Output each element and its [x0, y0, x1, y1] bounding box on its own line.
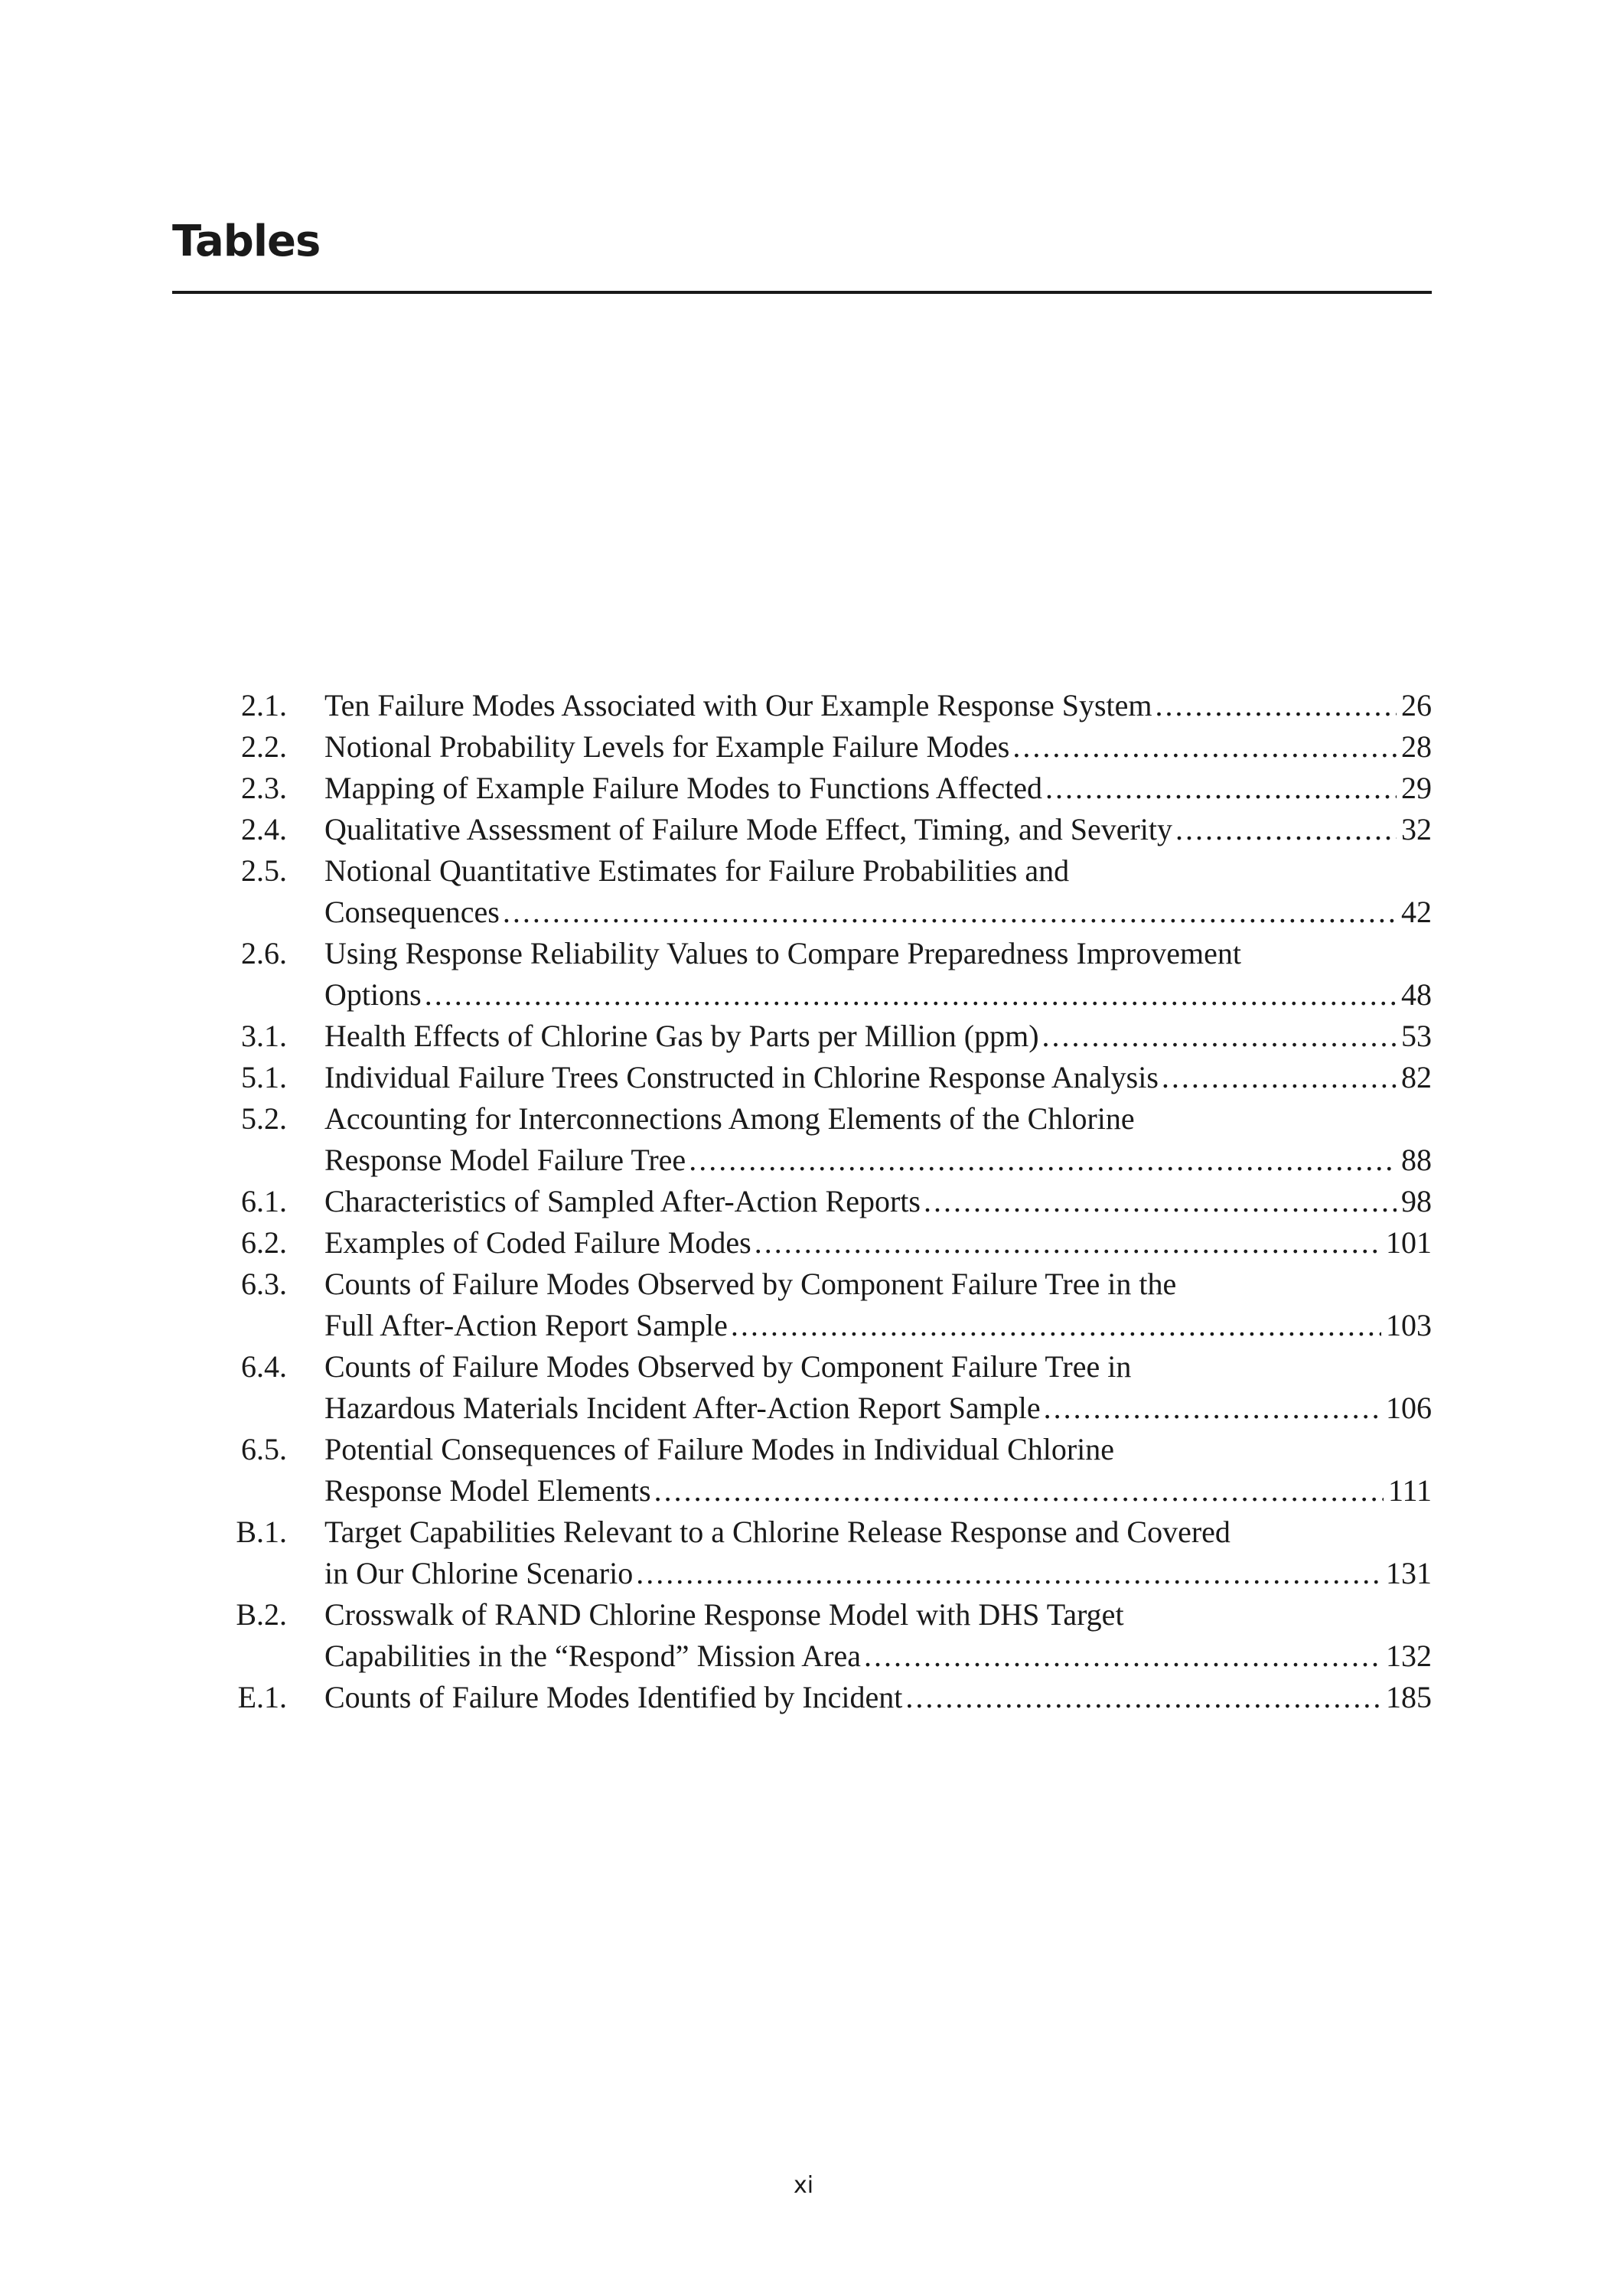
toc-last-line — [324, 1222, 1432, 1264]
page-reference: 26 — [1401, 688, 1432, 722]
toc-last-line — [324, 1636, 1432, 1677]
table-title-line: Health Effects of Chlorine Gas by Parts per Million (ppm) — [324, 1019, 1039, 1053]
toc-entry[interactable] — [172, 809, 1432, 850]
table-title-line: Mapping of Example Failure Modes to Functions Affected — [324, 771, 1042, 805]
table-title-line: Consequences — [324, 895, 500, 929]
table-title-line: in Our Chlorine Scenario — [324, 1556, 634, 1590]
toc-last-line — [324, 726, 1432, 768]
dot-leader — [1175, 809, 1397, 850]
table-title-line: Counts of Failure Modes Observed by Component Failure Tree in — [324, 1349, 1132, 1384]
toc-entry[interactable] — [172, 1222, 1432, 1264]
table-number: 5.2. — [241, 1101, 287, 1136]
table-number: 2.2. — [241, 729, 287, 764]
table-number: 6.4. — [241, 1349, 287, 1384]
dot-leader — [731, 1305, 1381, 1346]
page-reference: 88 — [1401, 1143, 1432, 1177]
dot-leader — [425, 974, 1397, 1016]
page-reference: 103 — [1386, 1308, 1432, 1342]
table-title-line: Full After-Action Report Sample — [324, 1308, 728, 1342]
table-title-line: Notional Quantitative Estimates for Failure Probabilities and — [324, 853, 1070, 888]
table-number: 2.3. — [241, 771, 287, 805]
table-number: B.2. — [236, 1597, 287, 1632]
dot-leader — [864, 1636, 1381, 1677]
toc-last-line — [324, 892, 1432, 933]
dot-leader — [755, 1222, 1381, 1264]
dot-leader — [654, 1470, 1384, 1512]
toc-entry[interactable] — [172, 933, 1432, 1016]
dot-leader — [924, 1181, 1397, 1222]
table-title-line: Capabilities in the “Respond” Mission Area — [324, 1639, 861, 1673]
toc-last-line — [324, 1677, 1432, 1718]
dot-leader — [1012, 726, 1397, 768]
table-number: 6.5. — [241, 1432, 287, 1466]
page-reference: 48 — [1401, 977, 1432, 1012]
page-reference: 82 — [1401, 1060, 1432, 1094]
table-title-line: Potential Consequences of Failure Modes in Individual Chlorine — [324, 1432, 1115, 1466]
toc-entry[interactable] — [172, 1098, 1432, 1181]
table-title-line: Target Capabilities Relevant to a Chlorine Release Response and Covered — [324, 1515, 1231, 1549]
table-title-line: Examples of Coded Failure Modes — [324, 1225, 751, 1260]
table-title-line: Hazardous Materials Incident After-Action Report Sample — [324, 1391, 1041, 1425]
table-title-line: Options — [324, 977, 422, 1012]
dot-leader — [1045, 768, 1397, 809]
toc-entry[interactable] — [172, 1512, 1432, 1594]
page-reference: 111 — [1387, 1473, 1432, 1508]
toc-last-line — [324, 768, 1432, 809]
table-number: 3.1. — [241, 1019, 287, 1053]
toc-entry[interactable] — [172, 685, 1432, 726]
dot-leader — [636, 1553, 1381, 1594]
page-reference: 106 — [1386, 1391, 1432, 1425]
table-number: 2.5. — [241, 853, 287, 888]
toc-last-line — [324, 1057, 1432, 1098]
dot-leader — [1155, 685, 1397, 726]
toc-entry[interactable] — [172, 1429, 1432, 1512]
table-title-line: Response Model Failure Tree — [324, 1143, 686, 1177]
toc-entry[interactable] — [172, 726, 1432, 768]
toc-entry[interactable] — [172, 1346, 1432, 1429]
table-title-line: Ten Failure Modes Associated with Our Example Response System — [324, 688, 1152, 722]
table-title-line: Crosswalk of RAND Chlorine Response Model with DHS Target — [324, 1597, 1124, 1632]
table-title-line: Response Model Elements — [324, 1473, 651, 1508]
toc-entry[interactable] — [172, 1594, 1432, 1677]
title-rule — [172, 291, 1432, 294]
dot-leader — [905, 1677, 1381, 1718]
page-reference: 29 — [1401, 771, 1432, 805]
toc-last-line — [324, 974, 1432, 1016]
toc-entry[interactable] — [172, 1677, 1432, 1718]
table-title-line: Notional Probability Levels for Example Failure Modes — [324, 729, 1010, 764]
table-number: 6.1. — [241, 1184, 287, 1218]
dot-leader — [1042, 1016, 1397, 1057]
toc-entry[interactable] — [172, 1016, 1432, 1057]
page-title: Tables — [172, 217, 321, 266]
dot-leader — [1162, 1057, 1397, 1098]
toc-last-line — [324, 685, 1432, 726]
page-reference: 101 — [1386, 1225, 1432, 1260]
dot-leader — [503, 892, 1397, 933]
toc-last-line — [324, 1140, 1432, 1181]
toc-entry[interactable] — [172, 768, 1432, 809]
toc-last-line — [324, 1388, 1432, 1429]
toc-last-line — [324, 1305, 1432, 1346]
page-reference: 53 — [1401, 1019, 1432, 1053]
table-title-line: Individual Failure Trees Constructed in Chlorine Response Analysis — [324, 1060, 1159, 1094]
toc-entry[interactable] — [172, 1264, 1432, 1346]
dot-leader — [1044, 1388, 1381, 1429]
table-title-line: Counts of Failure Modes Identified by Incident — [324, 1680, 903, 1714]
table-number: 6.2. — [241, 1225, 287, 1260]
toc-last-line — [324, 1553, 1432, 1594]
page-reference: 185 — [1386, 1680, 1432, 1714]
table-title-line: Characteristics of Sampled After-Action Reports — [324, 1184, 921, 1218]
table-title-line: Counts of Failure Modes Observed by Component Failure Tree in the — [324, 1267, 1177, 1301]
page-reference: 42 — [1401, 895, 1432, 929]
dot-leader — [689, 1140, 1397, 1181]
table-title-line: Using Response Reliability Values to Compare Preparedness Improvement — [324, 936, 1241, 970]
toc-last-line — [324, 1470, 1432, 1512]
toc-last-line — [324, 1016, 1432, 1057]
toc-entry[interactable] — [172, 850, 1432, 933]
toc-last-line — [324, 809, 1432, 850]
toc-last-line — [324, 1181, 1432, 1222]
table-number: 2.4. — [241, 812, 287, 846]
table-title-line: Accounting for Interconnections Among Elements of the Chlorine — [324, 1101, 1135, 1136]
page-number: xi — [793, 2172, 814, 2199]
toc-entry[interactable] — [172, 1181, 1432, 1222]
table-number: B.1. — [236, 1515, 287, 1549]
page-reference: 132 — [1386, 1639, 1432, 1673]
toc-entry[interactable] — [172, 1057, 1432, 1098]
table-title-line: Qualitative Assessment of Failure Mode Effect, Timing, and Severity — [324, 812, 1173, 846]
page-reference: 28 — [1401, 729, 1432, 764]
table-number: 2.1. — [241, 688, 287, 722]
page-reference: 32 — [1401, 812, 1432, 846]
table-number: 6.3. — [241, 1267, 287, 1301]
page-reference: 98 — [1401, 1184, 1432, 1218]
table-number: 5.1. — [241, 1060, 287, 1094]
page-reference: 131 — [1386, 1556, 1432, 1590]
table-number: 2.6. — [241, 936, 287, 970]
table-number: E.1. — [237, 1680, 287, 1714]
list-of-tables — [172, 685, 1432, 1718]
